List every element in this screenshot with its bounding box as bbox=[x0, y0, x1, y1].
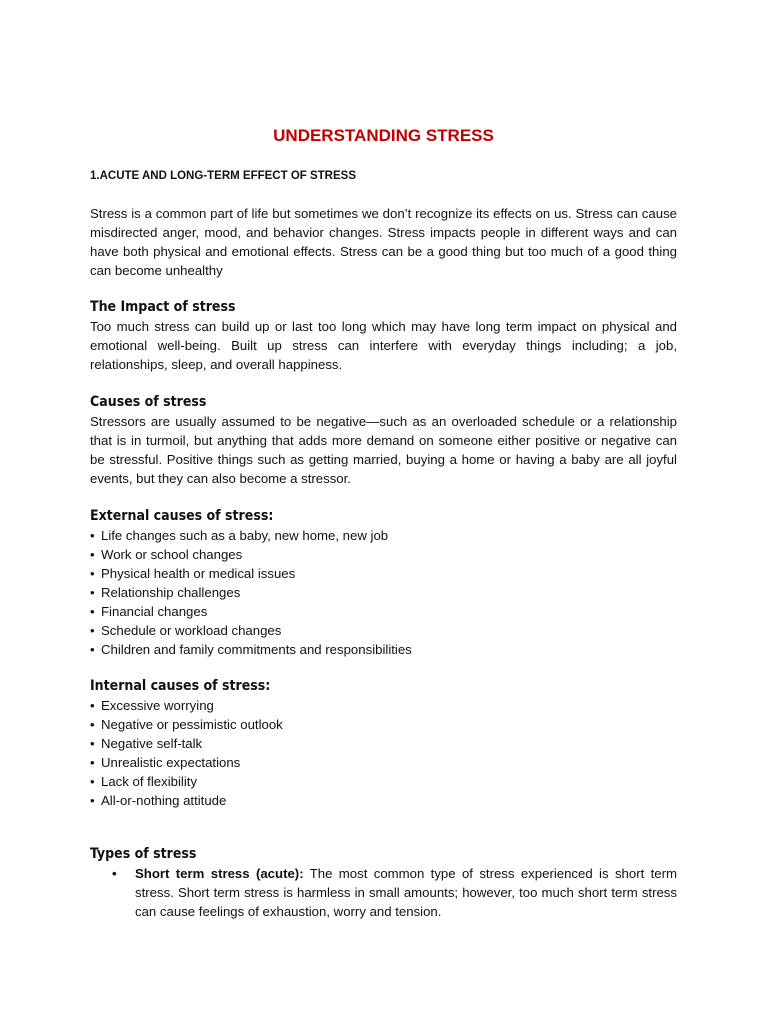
list-item-text: Financial changes bbox=[101, 604, 208, 619]
list-item bbox=[90, 583, 677, 602]
list-item bbox=[90, 734, 677, 753]
impact-paragraph: Too much stress can build up or last too long which may have long term impact on physical and emotional well-being. Built up stress can interfere with everyday things including; a job, relationships, sleep, and overall happiness. bbox=[90, 319, 677, 372]
list-item bbox=[90, 640, 677, 659]
list-item-text: Negative self-talk bbox=[101, 736, 203, 751]
causes-section bbox=[90, 393, 677, 488]
bullet-icon: • bbox=[90, 736, 95, 751]
bullet-icon: • bbox=[90, 755, 95, 770]
bullet-icon: • bbox=[112, 866, 117, 881]
list-item bbox=[90, 791, 677, 810]
internal-causes-heading: Internal causes of stress: bbox=[90, 678, 271, 694]
causes-heading: Causes of stress bbox=[90, 394, 207, 410]
bullet-icon: • bbox=[90, 698, 95, 713]
bullet-icon: • bbox=[90, 547, 95, 562]
list-item-text: Negative or pessimistic outlook bbox=[101, 717, 283, 732]
list-item bbox=[90, 696, 677, 715]
intro-paragraph: Stress is a common part of life but sometimes we don’t recognize its effects on us. Stress can cause misdirected anger, mood, and behavior changes. Stress impacts people in different ways and can have both physical and emotional effects. Stress can be a good thing but too much of a good thing can become unhealthy bbox=[90, 206, 677, 278]
types-heading: Types of stress bbox=[90, 846, 197, 862]
bullet-icon: • bbox=[90, 642, 95, 657]
causes-paragraph: Stressors are usually assumed to be negative—such as an overloaded schedule or a relationship that is in turmoil, but anything that adds more demand on someone either positive or negative can be stressful. Positive things such as getting married, buying a home or having a baby are all joyful events, but they can also become a stressor. bbox=[90, 414, 677, 486]
list-item bbox=[90, 602, 677, 621]
list-item-text: Relationship challenges bbox=[101, 585, 241, 600]
list-item bbox=[90, 545, 677, 564]
list-item bbox=[90, 564, 677, 583]
list-item bbox=[90, 753, 677, 772]
type-term: Short term stress (acute): bbox=[135, 866, 304, 881]
list-item-text: Physical health or medical issues bbox=[101, 566, 296, 581]
external-causes-section bbox=[90, 507, 677, 659]
impact-heading: The Impact of stress bbox=[90, 299, 236, 315]
list-item bbox=[90, 715, 677, 734]
list-item-text: Excessive worrying bbox=[101, 698, 214, 713]
list-item-text: All-or-nothing attitude bbox=[101, 793, 227, 808]
external-causes-heading: External causes of stress: bbox=[90, 508, 274, 524]
list-item bbox=[90, 772, 677, 791]
list-item bbox=[90, 621, 677, 640]
list-item-text: Schedule or workload changes bbox=[101, 623, 282, 638]
bullet-icon: • bbox=[90, 566, 95, 581]
bullet-icon: • bbox=[90, 623, 95, 638]
list-item-text: Work or school changes bbox=[101, 547, 243, 562]
type-description: The most common type of stress experienced is short term stress. Short term stress is harmless in small amounts; however, too much short term stress can cause feelings of exhaustion, worry and tension. bbox=[135, 866, 677, 919]
types-section bbox=[90, 845, 677, 921]
document-title: UNDERSTANDING STRESS bbox=[273, 126, 494, 145]
bullet-icon: • bbox=[90, 774, 95, 789]
list-item-text: Life changes such as a baby, new home, new job bbox=[101, 528, 389, 543]
bullet-icon: • bbox=[90, 528, 95, 543]
list-item bbox=[90, 526, 677, 545]
section-heading: 1.ACUTE AND LONG-TERM EFFECT OF STRESS bbox=[90, 170, 356, 182]
types-list bbox=[90, 864, 677, 921]
bullet-icon: • bbox=[90, 717, 95, 732]
document-page bbox=[90, 0, 677, 1024]
external-causes-list bbox=[90, 526, 677, 659]
list-item-text: Children and family commitments and responsibilities bbox=[101, 642, 412, 657]
bullet-icon: • bbox=[90, 604, 95, 619]
list-item-text: Unrealistic expectations bbox=[101, 755, 241, 770]
internal-causes-list bbox=[90, 696, 677, 810]
impact-section bbox=[90, 298, 677, 374]
internal-causes-section bbox=[90, 677, 677, 810]
bullet-icon: • bbox=[90, 585, 95, 600]
bullet-icon: • bbox=[90, 793, 95, 808]
list-item bbox=[90, 864, 677, 921]
list-item-text: Lack of flexibility bbox=[101, 774, 198, 789]
